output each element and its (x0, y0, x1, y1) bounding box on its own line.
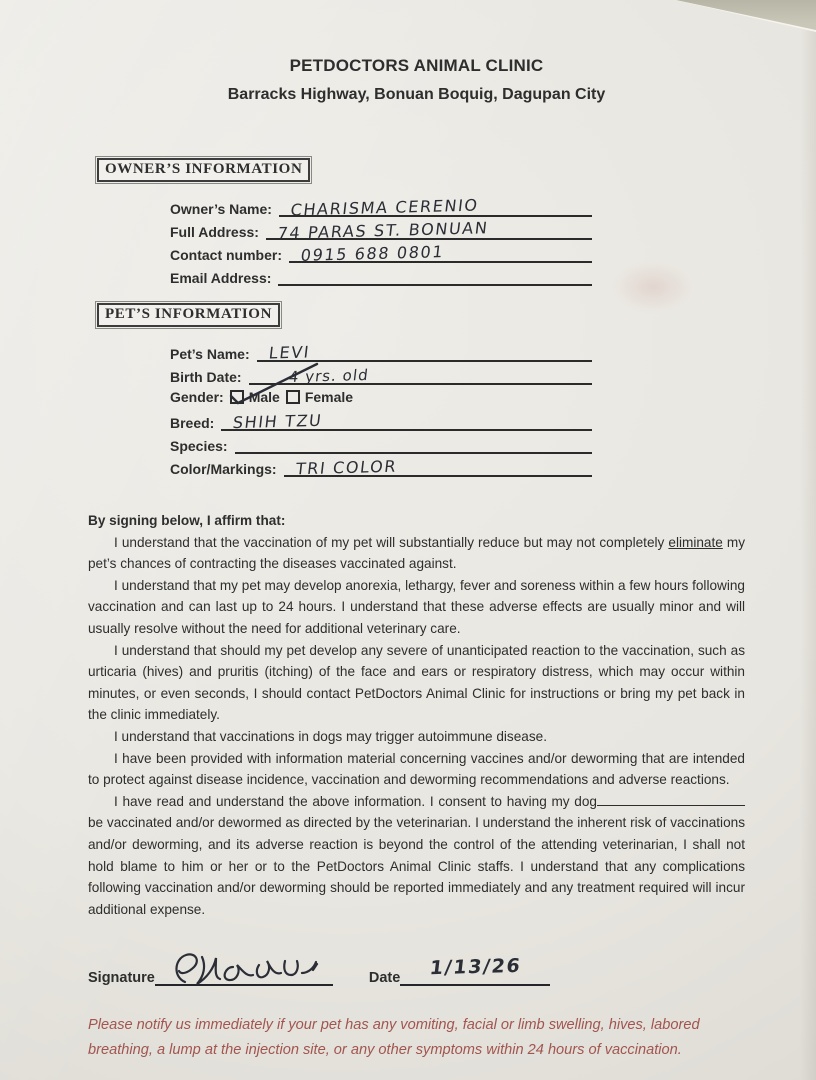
color-markings-label: Color/Markings: (170, 461, 277, 477)
section-title-box: PET’S INFORMATION (97, 303, 280, 327)
contact-number-label: Contact number: (170, 247, 282, 263)
female-checkbox-unchecked (286, 390, 300, 404)
field-row-owner-name (170, 195, 592, 220)
breed-label: Breed: (170, 415, 215, 431)
consent-paragraph-3: I understand that should my pet develop any severe of unanticipated reaction to the vaccination, such as urticaria (hives) and pruritis (itching) of the face and ears or respiratory distress, which may occur within minutes, or even seconds, I should contact PetDoctors Animal Clinic for instructions or bring my pet back in the clinic immediately. (88, 642, 745, 723)
field-row-color-markings (170, 455, 592, 477)
consent-paragraph-6 (88, 791, 745, 921)
paragraph-text: my pet’s chances of contracting the diseases vaccinated against. (88, 534, 746, 572)
field-row-pet-name (170, 340, 592, 362)
full-address-label: Full Address: (170, 224, 259, 240)
consent-paragraph-2: I understand that my pet may develop anorexia, lethargy, fever and soreness within a few hours following vaccination and can last up to 24 hours. I understand that these adverse effects are usually minor and will usually resolve without the need for additional veterinary care. (88, 577, 745, 636)
form-content (88, 0, 745, 1062)
email-address-line (278, 262, 592, 286)
field-row-species (170, 432, 592, 454)
owner-information-section-title (97, 158, 745, 182)
date-value: 1/13/26 (428, 955, 523, 980)
clinic-name: PETDOCTORS ANIMAL CLINIC (289, 56, 544, 75)
signature-row (88, 956, 745, 986)
pet-name-line (257, 338, 592, 362)
color-markings-value: TRI COLOR (294, 456, 398, 479)
date-label: Date (368, 970, 401, 987)
gender-label: Gender: (170, 389, 224, 405)
full-address-line (266, 216, 592, 243)
owner-fields (170, 195, 745, 286)
consent-paragraph-5: I have been provided with information material concerning vaccines and/or deworming that are intended to protect against disease incidence, vaccination and deworming recommendations and adverse reactions. (88, 750, 745, 788)
date-line (400, 956, 550, 986)
footer-warning-note: Please notify us immediately if your pet has any vomiting, facial or limb swelling, hives, labored breathing, a lump at the injection site, or any other symptoms within 24 hours of vaccination. (88, 1017, 700, 1058)
species-label: Species: (170, 438, 228, 454)
contact-number-line (289, 239, 592, 263)
color-markings-line (284, 453, 592, 477)
field-row-email-address (170, 264, 592, 286)
birth-date-label: Birth Date: (170, 369, 242, 385)
male-checkbox-checked (230, 390, 244, 404)
paragraph-text: be vaccinated and/or dewormed as directed by the veterinarian. I understand the inherent risk of vaccinations and/or deworming, and its adverse reaction is beyond the control of the attending veterinarian, I shall not hold blame to him or her or to the PetDoctors Animal Clinic staffs. I understand that any complications following vaccination and/or deworming should be reported immediately and any treatment required will incur additional expense. (88, 815, 745, 917)
field-row-breed (170, 409, 592, 431)
owner-name-label: Owner’s Name: (170, 201, 272, 217)
form-header (88, 0, 745, 104)
clinic-address: Barracks Highway, Bonuan Boquig, Dagupan City (227, 86, 606, 103)
paragraph-text: I understand that the vaccination of my pet will substantially reduce but may not completely (114, 534, 665, 550)
section-title-box: OWNER’S INFORMATION (97, 158, 310, 182)
pet-name-value: LEVI (267, 342, 311, 363)
consent-paragraph-4: I understand that vaccinations in dogs may trigger autoimmune disease. (114, 728, 547, 744)
full-address-value: 74 PARAS ST. BONUAN (276, 218, 490, 243)
field-row-full-address (170, 218, 592, 243)
breed-line (221, 407, 592, 431)
pet-fields (170, 340, 745, 477)
signature-label: Signature (88, 970, 155, 987)
owner-name-value: CHARISMA CERENIO (289, 195, 480, 220)
owner-name-line (279, 193, 592, 220)
field-row-contact-number (170, 241, 592, 263)
pet-name-label: Pet’s Name: (170, 346, 250, 362)
signature-line (155, 956, 333, 986)
species-line (235, 430, 592, 454)
consent-body (88, 510, 745, 920)
breed-value: SHIH TZU (232, 410, 324, 433)
contact-number-value: 0915 688 0801 (299, 242, 446, 265)
birth-date-value: 4 yrs. old (287, 365, 370, 387)
dog-name-blank-line (597, 793, 745, 806)
underlined-word: eliminate (668, 534, 723, 550)
field-row-gender (170, 386, 745, 408)
handwritten-checkmark-icon (229, 360, 325, 406)
female-label: Female (304, 389, 354, 405)
email-address-label: Email Address: (170, 270, 272, 286)
handwritten-signature-scrawl (169, 946, 319, 988)
pet-information-section-title (97, 303, 745, 327)
male-label: Male (248, 389, 280, 405)
consent-paragraph-1 (88, 532, 745, 575)
paragraph-text: I have read and understand the above information. I consent to having my dog (114, 793, 597, 809)
consent-heading: By signing below, I affirm that: (88, 513, 286, 528)
